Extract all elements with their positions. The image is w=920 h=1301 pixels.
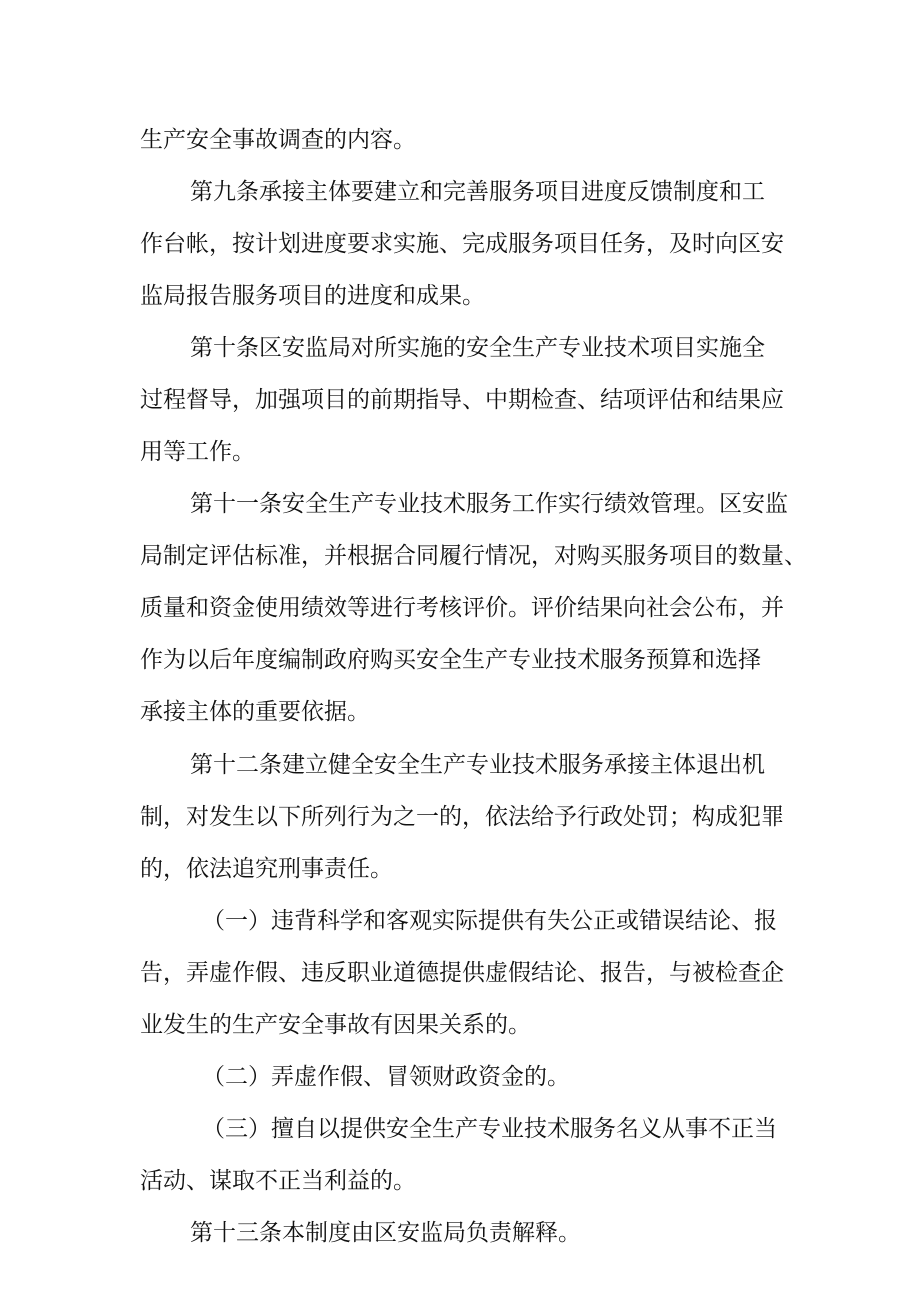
text-line: 第十条区安监局对所实施的安全生产专业技术项目实施全 <box>190 335 765 361</box>
text-line: 过程督导，加强项目的前期指导、中期检查、结项评估和结果应 <box>140 387 784 413</box>
text-line: （一）违背科学和客观实际提供有失公正或错误结论、报 <box>202 908 777 934</box>
text-line: 第十二条建立健全安全生产专业技术服务承接主体退出机 <box>190 752 765 778</box>
text-line: 第十一条安全生产专业技术服务工作实行绩效管理。区安监 <box>190 491 788 517</box>
text-line: 第九条承接主体要建立和完善服务项目进度反馈制度和工 <box>190 179 765 205</box>
text-line: 作台帐，按计划进度要求实施、完成服务项目任务，及时向区安 <box>140 231 784 257</box>
text-line: 制，对发生以下所列行为之一的，依法给予行政处罚；构成犯罪 <box>140 804 784 830</box>
text-line: 局制定评估标准，并根据合同履行情况，对购买服务项目的数量、 <box>140 543 807 569</box>
text-line: 活动、谋取不正当利益的。 <box>140 1168 416 1194</box>
text-line: 告，弄虚作假、违反职业道德提供虚假结论、报告，与被检查企 <box>140 960 784 986</box>
text-line: 监局报告服务项目的进度和成果。 <box>140 283 485 309</box>
text-line: （三）擅自以提供安全生产专业技术服务名义从事不正当 <box>202 1116 777 1142</box>
text-line: 质量和资金使用绩效等进行考核评价。评价结果向社会公布，并 <box>140 595 784 621</box>
text-line: 承接主体的重要依据。 <box>140 699 370 725</box>
text-line: （二）弄虚作假、冒领财政资金的。 <box>202 1064 570 1090</box>
text-line: 作为以后年度编制政府购买安全生产专业技术服务预算和选择 <box>140 647 761 673</box>
text-line: 用等工作。 <box>140 439 255 465</box>
text-line: 生产安全事故调查的内容。 <box>140 127 416 153</box>
text-line: 业发生的生产安全事故有因果关系的。 <box>140 1012 531 1038</box>
text-line: 第十三条本制度由区安监局负责解释。 <box>190 1220 581 1246</box>
text-line: 的，依法追究刑事责任。 <box>140 856 393 882</box>
